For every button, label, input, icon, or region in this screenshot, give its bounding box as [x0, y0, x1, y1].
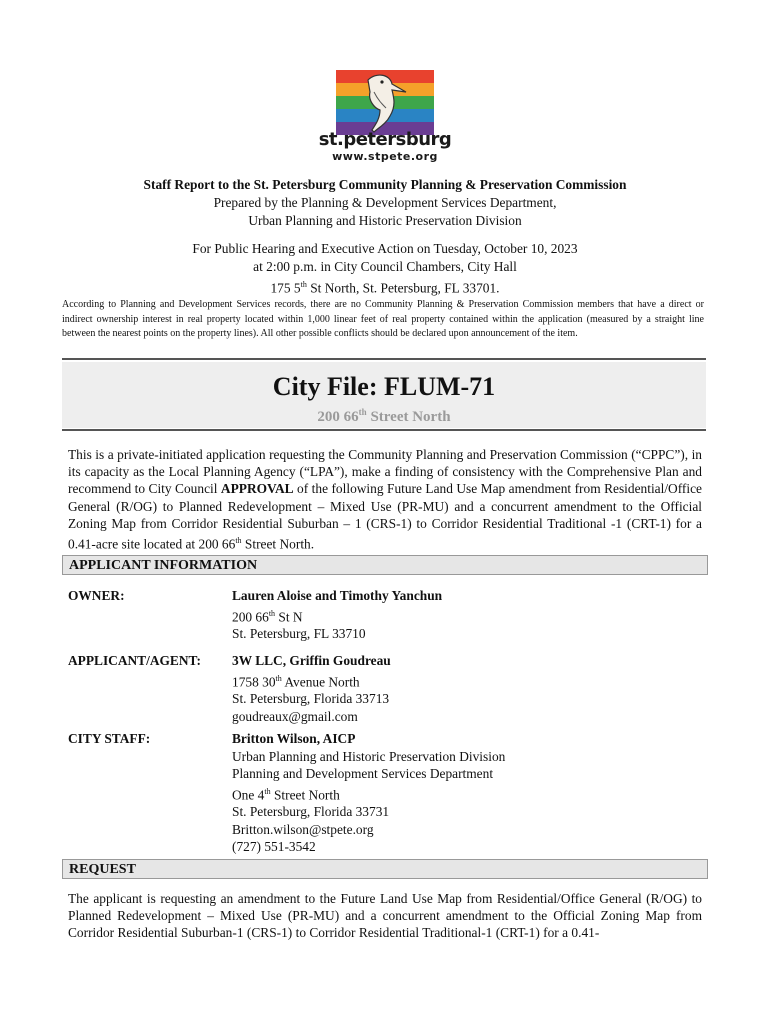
- report-header: [60, 176, 710, 230]
- staff-department: Planning and Development Services Department: [232, 766, 494, 781]
- agent-label: APPLICANT/AGENT:: [68, 653, 201, 668]
- owner-city: St. Petersburg, FL 33710: [232, 626, 366, 642]
- logo-url: www.stpete.org: [332, 150, 438, 163]
- address-part: St N: [275, 608, 303, 624]
- city-logo: [336, 70, 434, 135]
- pelican-icon: [360, 72, 408, 134]
- staff-name: Britton Wilson, AICP: [232, 731, 356, 746]
- logo-name: st.petersburg: [318, 129, 452, 150]
- staff-details: [232, 730, 505, 856]
- intro-approval: APPROVAL: [220, 481, 294, 497]
- hearing-address-sup: th: [300, 280, 307, 289]
- city-file-address: [62, 402, 706, 427]
- intro-sup: th: [235, 536, 242, 546]
- hearing-address-part: 175 5: [270, 280, 301, 296]
- request-heading: REQUEST: [62, 859, 708, 879]
- agent-name: 3W LLC, Griffin Goudreau: [232, 653, 391, 668]
- staff-division: Urban Planning and Historic Preservation Division: [232, 748, 506, 764]
- applicant-info-heading: APPLICANT INFORMATION: [62, 555, 708, 575]
- hearing-address-part: St North, St. Petersburg, FL 33701.: [306, 280, 500, 296]
- address-part: Street North: [366, 409, 451, 425]
- staff-phone: (727) 551-3542: [232, 839, 316, 855]
- city-file-title: City File: FLUM-71: [272, 372, 496, 401]
- report-title: Staff Report to the St. Petersburg Community Planning & Preservation Commission: [143, 177, 627, 192]
- agent-details: [232, 652, 391, 725]
- hearing-address: [60, 276, 710, 297]
- owner-label: OWNER:: [68, 588, 125, 603]
- staff-city: St. Petersburg, Florida 33731: [232, 804, 390, 820]
- staff-address: [232, 783, 505, 804]
- intro-text: This is a private-initiated application requesting the Community Planning and Preservation Commission (“CPPC”), in its capacity as the Local Planning Agency (“LPA”), make a finding of consistency with the Comprehensive Plan and recommend to City Council: [68, 447, 702, 497]
- address-part: Avenue North: [281, 673, 360, 689]
- owner-details: [232, 587, 442, 643]
- intro-text: Street North.: [241, 536, 315, 552]
- address-part: 200 66: [317, 409, 359, 425]
- owner-name: Lauren Aloise and Timothy Yanchun: [232, 588, 443, 603]
- intro-text: of the following Future Land Use Map amendment from Residential/Office General (R/OG) to Planned Redevelopment – Mixed Use (PR-MU) and a concurrent amendment to the Official Zoning Map from Corridor Residential Suburban – 1 (CRS-1) to Corridor Residential Traditional -1 (CRT-1) for a 0.41-acre site located at 200 66: [68, 481, 702, 552]
- report-division: Urban Planning and Historic Preservation Division: [248, 213, 522, 228]
- hearing-info: [60, 240, 710, 297]
- address-sup: th: [264, 786, 271, 796]
- address-sup: th: [275, 673, 282, 683]
- staff-email[interactable]: Britton.wilson@stpete.org: [232, 821, 374, 837]
- intro-paragraph: [68, 446, 702, 553]
- address-part: 1758 30: [232, 673, 276, 689]
- staff-label: CITY STAFF:: [68, 731, 151, 746]
- report-prepared-by: Prepared by the Planning & Development Services Department,: [213, 195, 557, 210]
- address-part: 200 66: [232, 608, 269, 624]
- logo-wordmark: [318, 130, 452, 163]
- conflict-disclosure: According to Planning and Development Services records, there are no Community Planning & Preservation Commission members that have a direct or indirect ownership interest in real property located within 1,000 linear feet of real property contained within the application (measured by a straight line between the nearest points on the property lines). All other possible conflicts should be declared upon announcement of the item.: [62, 299, 704, 339]
- divider: [62, 358, 706, 360]
- address-part: One 4: [232, 786, 265, 802]
- address-sup: th: [358, 407, 367, 417]
- owner-address: [232, 605, 442, 626]
- agent-address: [232, 670, 391, 691]
- address-part: Street North: [270, 786, 340, 802]
- address-sup: th: [268, 608, 276, 618]
- hearing-location: at 2:00 p.m. in City Council Chambers, City Hall: [253, 259, 517, 274]
- agent-email[interactable]: goudreaux@gmail.com: [232, 708, 358, 724]
- divider: [62, 429, 706, 431]
- request-paragraph: The applicant is requesting an amendment to the Future Land Use Map from Residential/Office General (R/OG) to Planned Redevelopment – Mixed Use (PR-MU) and a concurrent amendment to the Official Zoning Map from Corridor Residential Suburban-1 (CRS-1) to Corridor Residential Traditional-1 (CRT-1) for a 0.41-: [68, 891, 702, 941]
- city-file-box: [62, 362, 706, 428]
- hearing-date: For Public Hearing and Executive Action on Tuesday, October 10, 2023: [192, 241, 578, 256]
- agent-city: St. Petersburg, Florida 33713: [232, 691, 390, 707]
